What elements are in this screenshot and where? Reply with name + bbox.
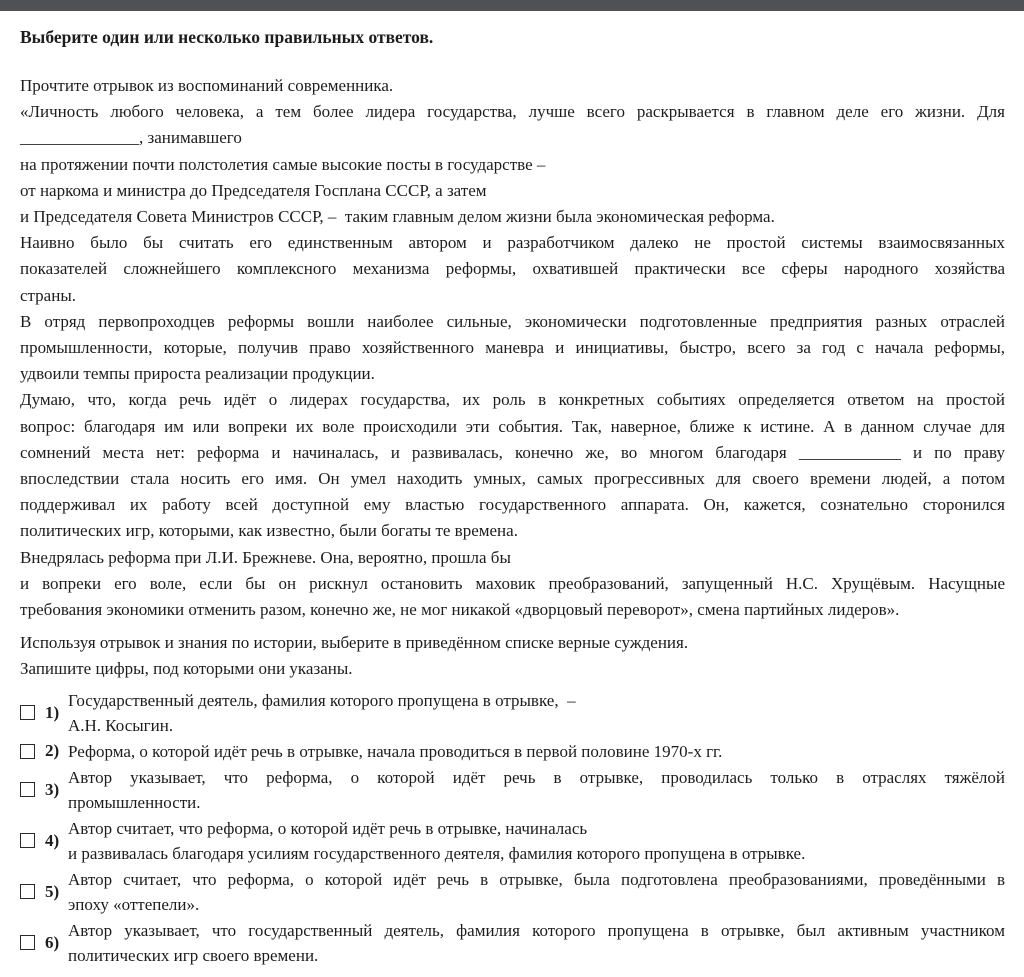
text-line: промышленности, которые, получив право хозяйственного маневра и инициативы, быстро, всего за год с начала реформы,	[20, 338, 1005, 358]
top-bar	[0, 0, 1024, 11]
text-line: промышленности.	[68, 792, 201, 812]
option-row-5	[20, 867, 1005, 917]
option-row-3	[20, 765, 1005, 815]
text-line: требования экономики отменить разом, конечно же, не мог никакой «дворцовый переворот», смена партийных лидеров».	[20, 600, 900, 620]
option-row-2	[20, 739, 1005, 764]
option-text	[68, 739, 1005, 764]
text-line: «Личность любого человека, а тем более лидера государства, лучше всего раскрывается в главном деле его жизни. Для	[20, 102, 1005, 122]
option-number: 1)	[45, 702, 60, 722]
text-line: эпоху «оттепели».	[68, 894, 200, 914]
text-line: Наивно было бы считать его единственным автором и разработчиком далеко не простой системы взаимосвязанных	[20, 233, 1005, 253]
option-text	[68, 918, 1005, 968]
answer-checkbox[interactable]	[20, 833, 35, 848]
text-line: на протяжении почти полстолетия самые высокие посты в государстве –	[20, 154, 546, 174]
text-line: Запишите цифры, под которыми они указаны.	[20, 659, 353, 679]
text-line: политических игр, которыми, как известно, были богаты те времена.	[20, 521, 518, 541]
page-title: Выберите один или несколько правильных ответов.	[20, 27, 434, 47]
text-line: и Председателя Совета Министров СССР, – таким главным делом жизни была экономическая реформа.	[20, 207, 775, 227]
option-text	[68, 816, 1005, 866]
text-line: впоследствии стала носить его имя. Он умел находить умных, самых прогрессивных для своего времени людей, а потом	[20, 469, 1005, 489]
text-line: политических игр своего времени.	[68, 945, 319, 965]
option-number: 5)	[45, 881, 60, 901]
text-line: Прочтите отрывок из воспоминаний современника.	[20, 76, 394, 95]
text-line: страны.	[20, 285, 76, 305]
text-line: Автор указывает, что реформа, о которой идёт речь в отрывке, проводилась только в отраслях тяжёлой	[68, 767, 1005, 787]
text-line: сомнений места нет: реформа и начиналась, и развивалась, конечно же, во многом благодаря ____________ и по праву	[20, 442, 1005, 462]
text-line: от наркома и министра до Председателя Госплана СССР, а затем	[20, 180, 487, 200]
text-line: и вопреки его воле, если бы он рискнул остановить маховик преобразований, запущенный Н.С. Хрущёвым. Насущные	[20, 573, 1005, 593]
answer-checkbox[interactable]	[20, 705, 35, 720]
text-line: Автор считает, что реформа, о которой идёт речь в отрывке, была подготовлена преобразованиями, проведёнными в	[68, 869, 1005, 889]
answer-checkbox[interactable]	[20, 884, 35, 899]
text-line: В отряд первопроходцев реформы вошли наиболее сильные, экономически подготовленные предприятия разных отраслей	[20, 311, 1005, 331]
answer-checkbox[interactable]	[20, 744, 35, 759]
text-line: Государственный деятель, фамилия которого пропущена в отрывке, –	[68, 690, 576, 710]
text-line: показателей сложнейшего комплексного механизма реформы, охватившей практически все сферы народного хозяйства	[20, 259, 1005, 279]
option-row-1	[20, 688, 1005, 738]
option-row-4	[20, 816, 1005, 866]
text-line: Внедрялась реформа при Л.И. Брежневе. Она, вероятно, прошла бы	[20, 547, 511, 567]
text-line: Автор считает, что реформа, о которой идёт речь в отрывке, начиналась	[68, 818, 588, 838]
option-number: 4)	[45, 830, 60, 850]
text-line: Автор указывает, что государственный деятель, фамилия которого пропущена в отрывке, был активным участником	[68, 920, 1005, 940]
text-line: Думаю, что, когда речь идёт о лидерах государства, их роль в конкретных событиях определяется ответом на простой	[20, 390, 1005, 410]
option-number: 6)	[45, 932, 60, 952]
answer-checkbox[interactable]	[20, 935, 35, 950]
option-text	[68, 765, 1005, 815]
option-row-6	[20, 918, 1005, 968]
text-line: ______________, занимавшего	[20, 128, 242, 148]
option-number: 3)	[45, 779, 60, 799]
option-number: 2)	[45, 741, 60, 761]
text-line: Используя отрывок и знания по истории, выберите в приведённом списке верные суждения.	[20, 633, 689, 653]
text-line: и развивалась благодаря усилиям государственного деятеля, фамилия которого пропущена в отрывке.	[68, 843, 806, 863]
question-page	[0, 11, 1024, 968]
passage-text	[20, 73, 1005, 623]
options-list	[20, 688, 1005, 968]
text-line: Реформа, о которой идёт речь в отрывке, начала проводиться в первой половине 1970-х гг.	[68, 741, 723, 761]
option-text	[68, 688, 1005, 738]
text-line: А.Н. Косыгин.	[68, 715, 174, 735]
text-line: удвоили темпы прироста реализации продукции.	[20, 364, 375, 384]
option-text	[68, 867, 1005, 917]
instructions-text	[20, 630, 1005, 682]
text-line: вопрос: благодаря им или вопреки их воле происходили эти события. Так, наверное, ближе к истине. А в данном случае для	[20, 416, 1005, 436]
text-line: поддерживал их работу всей доступной ему властью государственного аппарата. Он, кажется, сознательно сторонился	[20, 495, 1005, 515]
answer-checkbox[interactable]	[20, 782, 35, 797]
